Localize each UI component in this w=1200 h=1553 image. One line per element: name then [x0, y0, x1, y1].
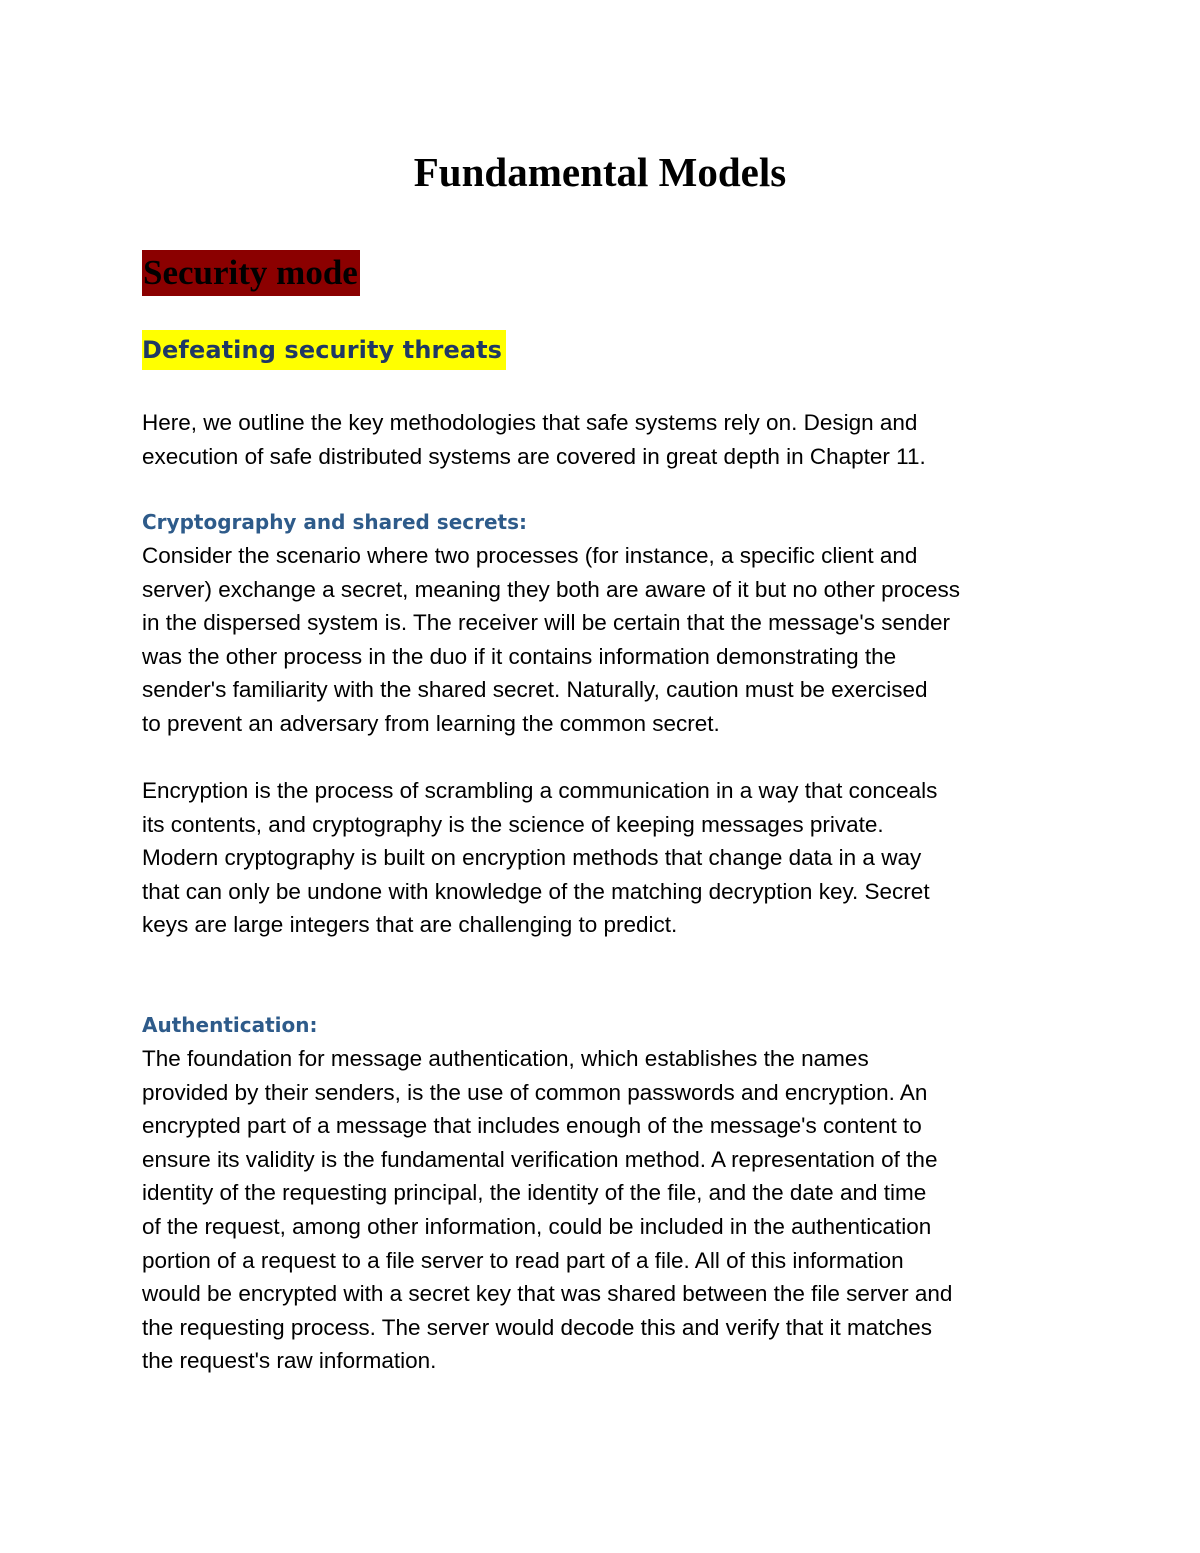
authentication-line: provided by their senders, is the use of common passwords and encryption. An [142, 1079, 928, 1105]
authentication-line: encrypted part of a message that includes enough of the message's content to [142, 1113, 922, 1139]
authentication-line: the request's raw information. [142, 1348, 437, 1374]
authentication-paragraph [142, 1042, 1072, 1378]
crypto-paragraph [142, 539, 1072, 741]
encryption-line: keys are large integers that are challenging to predict. [142, 912, 678, 938]
section-heading [142, 250, 360, 296]
authentication-line: ensure its validity is the fundamental verification method. A representation of the [142, 1146, 938, 1172]
intro-line: execution of safe distributed systems are covered in great depth in Chapter 11. [142, 443, 926, 469]
encryption-line: its contents, and cryptography is the science of keeping messages private. [142, 811, 884, 837]
authentication-label: Authentication: [142, 1013, 318, 1037]
crypto-line: was the other process in the duo if it contains information demonstrating the [142, 643, 897, 669]
authentication-line: the requesting process. The server would decode this and verify that it matches [142, 1314, 933, 1340]
subheading: Defeating security threats [142, 330, 506, 370]
crypto-label: Cryptography and shared secrets: [142, 510, 527, 534]
intro-line: Here, we outline the key methodologies that safe systems rely on. Design and [142, 410, 918, 435]
authentication-line: portion of a request to a file server to read part of a file. All of this information [142, 1247, 904, 1273]
authentication-line: would be encrypted with a secret key that was shared between the file server and [142, 1281, 953, 1307]
crypto-line: Consider the scenario where two processes (for instance, a specific client and [142, 543, 918, 568]
authentication-line: The foundation for message authentication, which establishes the names [142, 1046, 869, 1071]
encryption-paragraph [142, 774, 1072, 942]
crypto-line: in the dispersed system is. The receiver will be certain that the message's sender [142, 610, 951, 636]
crypto-line: to prevent an adversary from learning the common secret. [142, 710, 720, 736]
crypto-line: server) exchange a secret, meaning they both are aware of it but no other process [142, 576, 960, 602]
encryption-line: Modern cryptography is built on encryption methods that change data in a way [142, 845, 922, 871]
authentication-line: of the request, among other information, could be included in the authentication [142, 1213, 932, 1239]
document-title: Fundamental Models [413, 149, 787, 195]
authentication-line: identity of the requesting principal, the identity of the file, and the date and time [142, 1180, 927, 1206]
section-heading-text: Security mode [143, 253, 358, 292]
encryption-line: Encryption is the process of scrambling a communication in a way that conceals [142, 778, 938, 803]
crypto-line: sender's familiarity with the shared secret. Naturally, caution must be exercised [142, 677, 928, 703]
intro-paragraph [142, 406, 1072, 473]
encryption-line: that can only be undone with knowledge of the matching decryption key. Secret [142, 878, 930, 904]
